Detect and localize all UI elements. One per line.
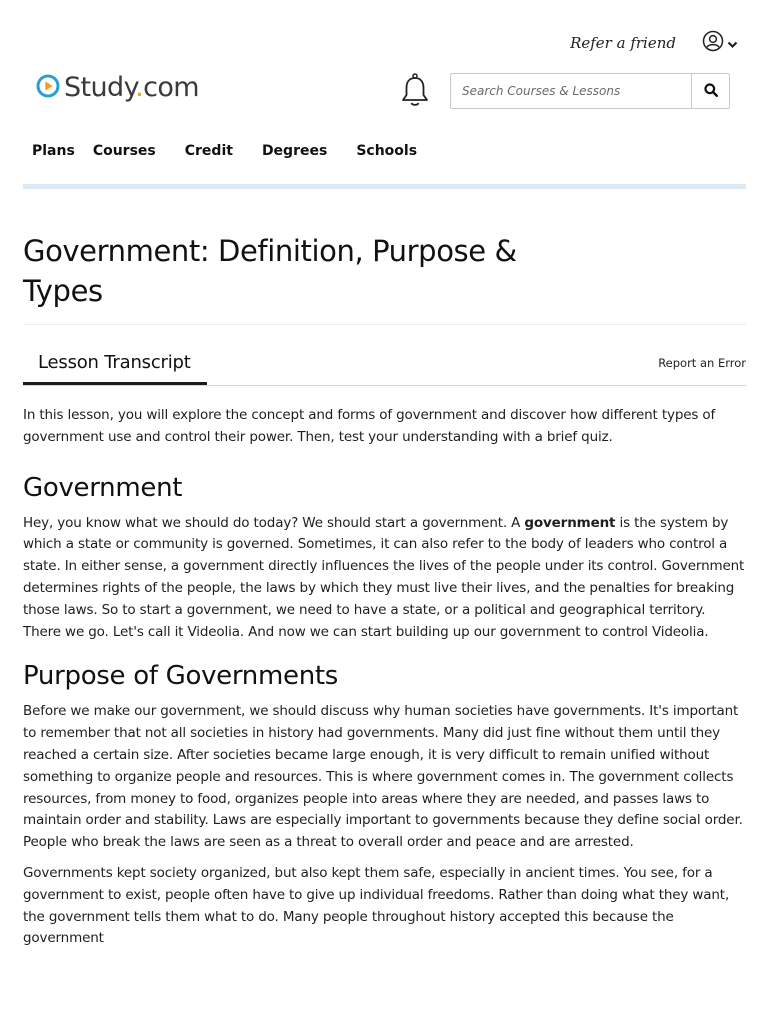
user-circle-icon <box>702 30 724 56</box>
logo-main: Study <box>64 72 136 103</box>
search-icon <box>704 82 718 101</box>
government-paragraph <box>23 513 746 644</box>
section-heading-purpose: Purpose of Governments <box>23 661 339 692</box>
account-menu[interactable] <box>702 30 738 56</box>
header-divider <box>23 184 746 189</box>
transcript-content <box>23 405 746 950</box>
tab-lesson-transcript[interactable]: Lesson Transcript <box>38 352 191 373</box>
site-header <box>36 70 730 110</box>
logo-suffix: com <box>143 72 199 103</box>
search-button[interactable] <box>691 74 729 108</box>
refer-a-friend-link[interactable]: Refer a friend <box>570 34 676 52</box>
section-heading-government: Government <box>23 472 183 503</box>
report-error-link[interactable]: Report an Error <box>658 356 746 370</box>
play-logo-icon <box>36 74 60 102</box>
purpose-paragraph-2: Governments kept society organized, but also kept them safe, especially in ancient times. You see, for a government to exist, people often have to give up individual freedoms. Rather than doing what they want, the government tells them what to do. Many people throughout history accepted this because the government <box>23 864 730 947</box>
page-title: Government: Definition, Purpose & Types <box>23 234 517 308</box>
bell-icon <box>400 93 430 112</box>
study-logo[interactable] <box>36 72 199 103</box>
purpose-paragraph-1: Before we make our government, we should discuss why human societies have governments. It's important to remember that not all societies in history had governments. Many did just fine without them until they reached a certain size. After societies became large enough, it is very difficult to remain unified without something to organize people and resources. This is where government comes in. The government collects resources, from money to food, organizes people into areas where they are needed, and passes laws to maintain order and stability. Laws are especially important to governments because they define social order. People who break the laws are seen as a threat to overall order and peace and are arrested. <box>23 703 743 851</box>
chevron-down-icon <box>727 34 738 53</box>
main-nav <box>32 143 417 159</box>
government-term: government <box>524 514 616 531</box>
nav-schools[interactable]: Schools <box>356 143 418 159</box>
government-text-start: Hey, you know what we should do today? We should start a government. A <box>23 514 525 531</box>
nav-credit[interactable]: Credit <box>184 143 233 159</box>
search-box <box>450 73 730 109</box>
top-bar <box>570 30 738 56</box>
title-divider <box>23 324 746 325</box>
logo-dot: . <box>135 72 144 103</box>
government-text-rest: is the system by which a state or community is governed. Sometimes, it can also refer to the body of leaders who control a state. In either sense, a government directly influences the lives of the people under its control. Government determines rights of the people, the laws by which they must live their lives, and the penalties for breaking those laws. So to start a government, we need to have a state, or a political and geographical territory. There we go. Let's call it Videolia. And now we can start building up our government to control Videolia. <box>23 514 745 640</box>
nav-plans[interactable]: Plans <box>32 143 75 159</box>
intro-paragraph: In this lesson, you will explore the concept and forms of government and discover how different types of government use and control their power. Then, test your understanding with a brief quiz. <box>23 407 716 445</box>
tab-divider <box>23 385 746 386</box>
logo-wordmark <box>64 72 199 103</box>
nav-courses[interactable]: Courses <box>92 143 156 159</box>
notifications-button[interactable] <box>400 72 430 112</box>
nav-degrees[interactable]: Degrees <box>261 143 328 159</box>
search-input[interactable] <box>451 74 691 108</box>
